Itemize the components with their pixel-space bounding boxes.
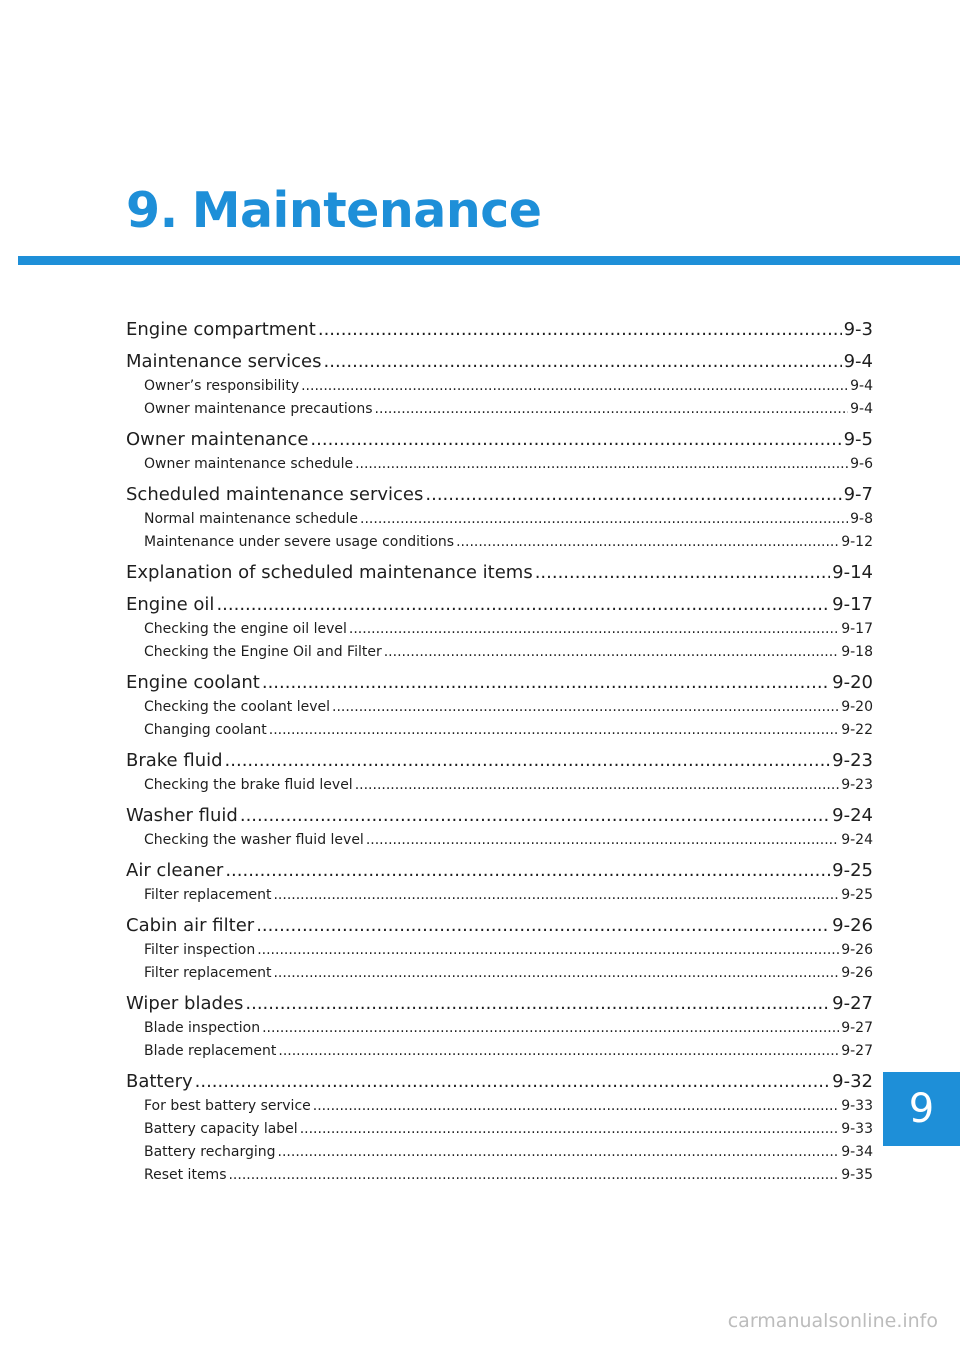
chapter-number: 9. (126, 182, 178, 239)
chapter-tab[interactable]: 9 (883, 1072, 960, 1146)
toc-entry-page: 9-20 (832, 672, 873, 693)
toc-entry[interactable] (126, 316, 873, 343)
leader-dots (195, 1068, 831, 1095)
toc-entry-label: Battery (126, 1071, 193, 1092)
leader-dots (262, 1017, 839, 1040)
toc-subentry-label: Owner maintenance schedule (144, 456, 354, 472)
toc-entry-page: 9-24 (832, 805, 873, 826)
leader-dots (225, 857, 830, 884)
toc-entry[interactable] (126, 990, 873, 1017)
leader-dots (349, 618, 839, 641)
toc-subentry-page: 9-27 (841, 1043, 873, 1059)
toc-entry-page: 9-5 (843, 429, 873, 450)
toc-subentry[interactable] (126, 1017, 873, 1040)
leader-dots (366, 829, 839, 852)
title-rule (18, 256, 960, 265)
toc-entry-page: 9-4 (843, 351, 873, 372)
toc-subentry-page: 9-20 (841, 699, 873, 715)
toc-subentry[interactable] (126, 453, 873, 476)
toc-entry-label: Washer fluid (126, 805, 238, 826)
toc-subentry[interactable] (126, 939, 873, 962)
watermark: carmanualsonline.info (727, 1310, 938, 1332)
toc-subentry-page: 9-35 (841, 1167, 873, 1183)
leader-dots (262, 669, 830, 696)
toc-entry-label: Wiper blades (126, 993, 244, 1014)
toc-subentry-label: Checking the engine oil level (144, 621, 347, 637)
toc-entry[interactable] (126, 912, 873, 939)
leader-dots (324, 348, 842, 375)
toc-subentry-label: Checking the brake fluid level (144, 777, 353, 793)
toc-entry-page: 9-3 (843, 319, 873, 340)
leader-dots (240, 802, 830, 829)
toc-subentry-page: 9-26 (841, 965, 873, 981)
toc-entry-label: Explanation of scheduled maintenance items (126, 562, 533, 583)
toc-subentry-label: Normal maintenance schedule (144, 511, 359, 527)
toc-subentry[interactable] (126, 1164, 873, 1187)
chapter-title (126, 182, 542, 239)
toc-subentry-label: Changing coolant (144, 722, 267, 738)
toc-subentry[interactable] (126, 1141, 873, 1164)
toc-subentry-page: 9-33 (841, 1121, 873, 1137)
toc-subentry-page: 9-26 (841, 942, 873, 958)
leader-dots (310, 426, 841, 453)
leader-dots (225, 747, 831, 774)
toc-entry-page: 9-17 (832, 594, 873, 615)
toc-subentry-label: Blade inspection (144, 1020, 261, 1036)
toc-subentry-label: Checking the coolant level (144, 699, 330, 715)
leader-dots (216, 591, 830, 618)
leader-dots (425, 481, 841, 508)
toc-entry[interactable] (126, 559, 873, 586)
toc-entry[interactable] (126, 669, 873, 696)
leader-dots (360, 508, 848, 531)
leader-dots (301, 375, 848, 398)
toc-subentry-page: 9-27 (841, 1020, 873, 1036)
toc-subentry[interactable] (126, 829, 873, 852)
leader-dots (355, 453, 848, 476)
toc-subentry-page: 9-23 (841, 777, 873, 793)
toc-entry-page: 9-27 (832, 993, 873, 1014)
toc-subentry-label: Owner’s responsibility (144, 378, 300, 394)
leader-dots (245, 990, 830, 1017)
toc-subentry-label: Filter replacement (144, 965, 272, 981)
toc-entry-page: 9-14 (832, 562, 873, 583)
toc-entry-label: Owner maintenance (126, 429, 309, 450)
toc-subentry[interactable] (126, 618, 873, 641)
toc-entry-label: Engine coolant (126, 672, 260, 693)
toc-subentry-label: Owner maintenance precautions (144, 401, 373, 417)
toc-subentry[interactable] (126, 531, 873, 554)
toc-entry-label: Cabin air filter (126, 915, 255, 936)
leader-dots (300, 1118, 840, 1141)
toc-subentry-page: 9-6 (850, 456, 873, 472)
toc-entry[interactable] (126, 1068, 873, 1095)
toc-entry-label: Engine oil (126, 594, 215, 615)
toc-subentry-label: Reset items (144, 1167, 227, 1183)
leader-dots (273, 884, 839, 907)
toc-subentry[interactable] (126, 508, 873, 531)
toc-entry-page: 9-7 (843, 484, 873, 505)
toc-subentry[interactable] (126, 398, 873, 421)
toc-subentry-page: 9-12 (841, 534, 873, 550)
toc-subentry-page: 9-25 (841, 887, 873, 903)
toc-subentry[interactable] (126, 774, 873, 797)
leader-dots (535, 559, 830, 586)
toc-entry-page: 9-25 (832, 860, 873, 881)
toc-subentry[interactable] (126, 696, 873, 719)
leader-dots (273, 962, 839, 985)
leader-dots (384, 641, 839, 664)
leader-dots (332, 696, 839, 719)
leader-dots (355, 774, 840, 797)
toc-subentry-label: Checking the Engine Oil and Filter (144, 644, 382, 660)
toc-entry-label: Brake fluid (126, 750, 223, 771)
toc-entry[interactable] (126, 802, 873, 829)
toc-entry[interactable] (126, 591, 873, 618)
leader-dots (278, 1040, 839, 1063)
toc-subentry-page: 9-4 (850, 378, 873, 394)
leader-dots (456, 531, 839, 554)
toc-entry-label: Maintenance services (126, 351, 322, 372)
toc-subentry-label: For best battery service (144, 1098, 311, 1114)
toc-subentry-label: Maintenance under severe usage conditions (144, 534, 455, 550)
leader-dots (256, 912, 830, 939)
toc-entry[interactable] (126, 481, 873, 508)
toc-subentry-page: 9-8 (850, 511, 873, 527)
toc-entry[interactable] (126, 747, 873, 774)
toc-subentry-page: 9-17 (841, 621, 873, 637)
leader-dots (257, 939, 839, 962)
leader-dots (278, 1141, 840, 1164)
chapter-name: Maintenance (191, 182, 542, 239)
toc-subentry-page: 9-22 (841, 722, 873, 738)
leader-dots (375, 398, 849, 421)
toc-entry-page: 9-23 (832, 750, 873, 771)
toc-subentry-label: Blade replacement (144, 1043, 277, 1059)
toc-subentry[interactable] (126, 1095, 873, 1118)
toc-entry-label: Scheduled maintenance services (126, 484, 424, 505)
leader-dots (228, 1164, 839, 1187)
toc-entry-label: Engine compartment (126, 319, 316, 340)
toc-subentry-label: Battery recharging (144, 1144, 276, 1160)
toc-subentry-page: 9-24 (841, 832, 873, 848)
toc-subentry-page: 9-34 (841, 1144, 873, 1160)
toc-subentry[interactable] (126, 641, 873, 664)
toc-subentry[interactable] (126, 884, 873, 907)
toc-entry[interactable] (126, 857, 873, 884)
toc-subentry[interactable] (126, 375, 873, 398)
toc-subentry[interactable] (126, 1118, 873, 1141)
toc-entry-page: 9-32 (832, 1071, 873, 1092)
toc-subentry-label: Filter replacement (144, 887, 272, 903)
leader-dots (313, 1095, 839, 1118)
toc-entry[interactable] (126, 348, 873, 375)
toc-subentry-label: Battery capacity label (144, 1121, 298, 1137)
table-of-contents (126, 316, 873, 1187)
toc-subentry[interactable] (126, 962, 873, 985)
toc-subentry[interactable] (126, 1040, 873, 1063)
toc-subentry-page: 9-18 (841, 644, 873, 660)
toc-entry[interactable] (126, 426, 873, 453)
leader-dots (318, 316, 842, 343)
leader-dots (269, 719, 839, 742)
toc-subentry-label: Filter inspection (144, 942, 256, 958)
toc-subentry-page: 9-4 (850, 401, 873, 417)
toc-subentry-label: Checking the washer fluid level (144, 832, 364, 848)
toc-entry-page: 9-26 (832, 915, 873, 936)
toc-subentry-page: 9-33 (841, 1098, 873, 1114)
toc-subentry[interactable] (126, 719, 873, 742)
toc-entry-label: Air cleaner (126, 860, 224, 881)
